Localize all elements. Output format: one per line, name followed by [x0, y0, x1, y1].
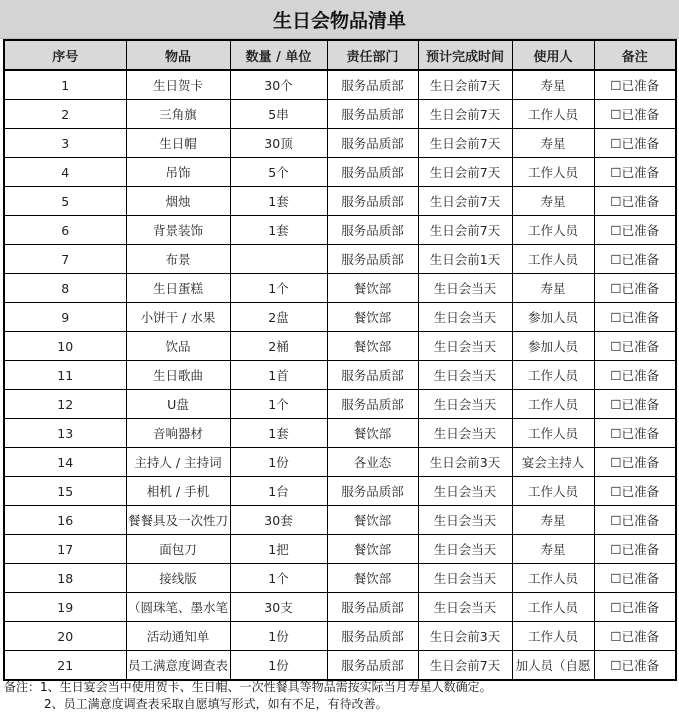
- cell-deadline[interactable]: 生日会前3天: [418, 622, 512, 651]
- cell-quantity[interactable]: 1个: [230, 390, 327, 419]
- cell-user[interactable]: 工作人员: [512, 216, 594, 245]
- cell-user[interactable]: 工作人员: [512, 419, 594, 448]
- sheet-title: 生日会物品清单: [0, 0, 679, 39]
- table-row: [4, 564, 676, 593]
- cell-item[interactable]: 三角旗: [126, 100, 230, 129]
- cell-item[interactable]: 员工满意度调查表: [126, 651, 230, 681]
- cell-index[interactable]: 19: [4, 593, 126, 622]
- cell-user[interactable]: 工作人员: [512, 622, 594, 651]
- cell-department[interactable]: 服务品质部: [327, 651, 418, 681]
- cell-deadline[interactable]: 生日会前1天: [418, 245, 512, 274]
- cell-remark[interactable]: ☐已准备: [594, 129, 676, 158]
- table-row: [4, 70, 676, 100]
- cell-department[interactable]: 餐饮部: [327, 303, 418, 332]
- cell-quantity[interactable]: 1把: [230, 535, 327, 564]
- cell-department[interactable]: 服务品质部: [327, 129, 418, 158]
- cell-remark[interactable]: ☐已准备: [594, 390, 676, 419]
- cell-user[interactable]: 寿星: [512, 70, 594, 100]
- cell-deadline[interactable]: 生日会当天: [418, 332, 512, 361]
- cell-remark[interactable]: ☐已准备: [594, 361, 676, 390]
- cell-remark[interactable]: ☐已准备: [594, 448, 676, 477]
- cell-user[interactable]: 工作人员: [512, 564, 594, 593]
- table-row: [4, 448, 676, 477]
- table-row: [4, 419, 676, 448]
- cell-user[interactable]: 参加人员: [512, 332, 594, 361]
- cell-remark[interactable]: ☐已准备: [594, 216, 676, 245]
- header-deadline: 预计完成时间: [418, 40, 512, 70]
- cell-deadline[interactable]: 生日会当天: [418, 506, 512, 535]
- cell-user[interactable]: 工作人员: [512, 100, 594, 129]
- cell-user[interactable]: 工作人员: [512, 390, 594, 419]
- cell-remark[interactable]: ☐已准备: [594, 477, 676, 506]
- cell-deadline[interactable]: 生日会当天: [418, 390, 512, 419]
- table-row: [4, 622, 676, 651]
- cell-item[interactable]: （圆珠笔、墨水笔: [126, 593, 230, 622]
- cell-index[interactable]: 20: [4, 622, 126, 651]
- cell-department[interactable]: 服务品质部: [327, 245, 418, 274]
- cell-index[interactable]: 9: [4, 303, 126, 332]
- cell-quantity[interactable]: 5串: [230, 100, 327, 129]
- cell-user[interactable]: 工作人员: [512, 477, 594, 506]
- table-row: [4, 332, 676, 361]
- cell-remark[interactable]: ☐已准备: [594, 419, 676, 448]
- table-row: [4, 158, 676, 187]
- table-row: [4, 506, 676, 535]
- table-row: [4, 100, 676, 129]
- cell-quantity[interactable]: 1份: [230, 622, 327, 651]
- cell-user[interactable]: 工作人员: [512, 245, 594, 274]
- notes: [4, 679, 492, 713]
- cell-user[interactable]: 工作人员: [512, 158, 594, 187]
- cell-remark[interactable]: ☐已准备: [594, 622, 676, 651]
- cell-item[interactable]: 接线版: [126, 564, 230, 593]
- cell-index[interactable]: 1: [4, 70, 126, 100]
- cell-quantity[interactable]: 30顶: [230, 129, 327, 158]
- cell-item[interactable]: 面包刀: [126, 535, 230, 564]
- cell-department[interactable]: 服务品质部: [327, 70, 418, 100]
- header-user: 使用人: [512, 40, 594, 70]
- cell-index[interactable]: 17: [4, 535, 126, 564]
- cell-user[interactable]: 寿星: [512, 506, 594, 535]
- cell-department[interactable]: 餐饮部: [327, 506, 418, 535]
- cell-department[interactable]: 服务品质部: [327, 100, 418, 129]
- cell-item[interactable]: 生日帽: [126, 129, 230, 158]
- cell-index[interactable]: 14: [4, 448, 126, 477]
- cell-item[interactable]: 活动通知单: [126, 622, 230, 651]
- cell-department[interactable]: 餐饮部: [327, 332, 418, 361]
- cell-department[interactable]: 餐饮部: [327, 564, 418, 593]
- cell-deadline[interactable]: 生日会前7天: [418, 100, 512, 129]
- cell-department[interactable]: 餐饮部: [327, 535, 418, 564]
- table-row: [4, 245, 676, 274]
- cell-department[interactable]: 服务品质部: [327, 187, 418, 216]
- cell-quantity[interactable]: 1套: [230, 187, 327, 216]
- cell-item[interactable]: 生日贺卡: [126, 70, 230, 100]
- cell-deadline[interactable]: 生日会前7天: [418, 187, 512, 216]
- note-1: 备注：1、生日宴会当中使用贺卡、生日帽、一次性餐具等物品需按实际当月寿星人数确定。: [4, 680, 492, 694]
- header-quantity: 数量 / 单位: [230, 40, 327, 70]
- cell-department[interactable]: 服务品质部: [327, 477, 418, 506]
- cell-user[interactable]: 寿星: [512, 129, 594, 158]
- cell-item[interactable]: 生日歌曲: [126, 361, 230, 390]
- cell-index[interactable]: 6: [4, 216, 126, 245]
- cell-remark[interactable]: ☐已准备: [594, 100, 676, 129]
- cell-index[interactable]: 2: [4, 100, 126, 129]
- cell-index[interactable]: 21: [4, 651, 126, 681]
- cell-index[interactable]: 4: [4, 158, 126, 187]
- cell-item[interactable]: 生日蛋糕: [126, 274, 230, 303]
- cell-index[interactable]: 16: [4, 506, 126, 535]
- cell-deadline[interactable]: 生日会当天: [418, 535, 512, 564]
- cell-user[interactable]: 宴会主持人: [512, 448, 594, 477]
- cell-quantity[interactable]: 30支: [230, 593, 327, 622]
- cell-deadline[interactable]: 生日会前7天: [418, 158, 512, 187]
- cell-deadline[interactable]: 生日会当天: [418, 361, 512, 390]
- table-row: [4, 274, 676, 303]
- cell-deadline[interactable]: 生日会当天: [418, 274, 512, 303]
- cell-department[interactable]: 餐饮部: [327, 419, 418, 448]
- header-department: 责任部门: [327, 40, 418, 70]
- header-remark: 备注: [594, 40, 676, 70]
- cell-item[interactable]: 烟烛: [126, 187, 230, 216]
- table-row: [4, 303, 676, 332]
- cell-item[interactable]: 餐餐具及一次性刀: [126, 506, 230, 535]
- cell-quantity[interactable]: 1套: [230, 216, 327, 245]
- table-row: [4, 477, 676, 506]
- cell-remark[interactable]: ☐已准备: [594, 70, 676, 100]
- cell-remark[interactable]: ☐已准备: [594, 332, 676, 361]
- cell-deadline[interactable]: 生日会前7天: [418, 216, 512, 245]
- table-row: [4, 216, 676, 245]
- cell-department[interactable]: 服务品质部: [327, 216, 418, 245]
- cell-remark[interactable]: ☐已准备: [594, 564, 676, 593]
- cell-quantity[interactable]: 1个: [230, 564, 327, 593]
- cell-remark[interactable]: ☐已准备: [594, 187, 676, 216]
- cell-deadline[interactable]: 生日会当天: [418, 477, 512, 506]
- cell-department[interactable]: 餐饮部: [327, 274, 418, 303]
- cell-item[interactable]: 饮品: [126, 332, 230, 361]
- cell-item[interactable]: 相机 / 手机: [126, 477, 230, 506]
- table-row: [4, 651, 676, 681]
- cell-index[interactable]: 15: [4, 477, 126, 506]
- cell-user[interactable]: 参加人员: [512, 303, 594, 332]
- cell-index[interactable]: 12: [4, 390, 126, 419]
- cell-quantity[interactable]: 30套: [230, 506, 327, 535]
- cell-deadline[interactable]: 生日会当天: [418, 419, 512, 448]
- cell-item[interactable]: 背景装饰: [126, 216, 230, 245]
- cell-item[interactable]: 小饼干 / 水果: [126, 303, 230, 332]
- cell-deadline[interactable]: 生日会前7天: [418, 651, 512, 681]
- cell-remark[interactable]: ☐已准备: [594, 506, 676, 535]
- cell-deadline[interactable]: 生日会当天: [418, 303, 512, 332]
- cell-remark[interactable]: ☐已准备: [594, 593, 676, 622]
- cell-deadline[interactable]: 生日会当天: [418, 593, 512, 622]
- cell-item[interactable]: U盘: [126, 390, 230, 419]
- cell-department[interactable]: 服务品质部: [327, 158, 418, 187]
- cell-user[interactable]: 寿星: [512, 274, 594, 303]
- cell-department[interactable]: 各业态: [327, 448, 418, 477]
- header-row: [4, 40, 676, 70]
- cell-item[interactable]: 主持人 / 主持词: [126, 448, 230, 477]
- table-row: [4, 361, 676, 390]
- cell-quantity[interactable]: 1个: [230, 274, 327, 303]
- cell-deadline[interactable]: 生日会前7天: [418, 129, 512, 158]
- cell-index[interactable]: 3: [4, 129, 126, 158]
- cell-quantity[interactable]: [230, 245, 327, 274]
- cell-quantity[interactable]: 1首: [230, 361, 327, 390]
- cell-remark[interactable]: ☐已准备: [594, 535, 676, 564]
- header-index: 序号: [4, 40, 126, 70]
- cell-index[interactable]: 18: [4, 564, 126, 593]
- cell-quantity[interactable]: 5个: [230, 158, 327, 187]
- cell-item[interactable]: 布景: [126, 245, 230, 274]
- cell-quantity[interactable]: 1台: [230, 477, 327, 506]
- cell-index[interactable]: 7: [4, 245, 126, 274]
- table-row: [4, 593, 676, 622]
- cell-remark[interactable]: ☐已准备: [594, 274, 676, 303]
- cell-index[interactable]: 5: [4, 187, 126, 216]
- cell-user[interactable]: 寿星: [512, 535, 594, 564]
- header-item: 物品: [126, 40, 230, 70]
- cell-deadline[interactable]: 生日会当天: [418, 564, 512, 593]
- cell-quantity[interactable]: 2桶: [230, 332, 327, 361]
- items-table: [3, 39, 677, 681]
- cell-deadline[interactable]: 生日会前7天: [418, 70, 512, 100]
- cell-remark[interactable]: ☐已准备: [594, 158, 676, 187]
- cell-user[interactable]: 工作人员: [512, 361, 594, 390]
- cell-remark[interactable]: ☐已准备: [594, 245, 676, 274]
- cell-item[interactable]: 音响器材: [126, 419, 230, 448]
- table-row: [4, 535, 676, 564]
- cell-quantity[interactable]: 30个: [230, 70, 327, 100]
- cell-remark[interactable]: ☐已准备: [594, 651, 676, 681]
- cell-quantity[interactable]: 1份: [230, 651, 327, 681]
- cell-deadline[interactable]: 生日会前3天: [418, 448, 512, 477]
- cell-user[interactable]: 加人员（自愿: [512, 651, 594, 681]
- cell-index[interactable]: 11: [4, 361, 126, 390]
- cell-quantity[interactable]: 1份: [230, 448, 327, 477]
- cell-quantity[interactable]: 2盘: [230, 303, 327, 332]
- cell-user[interactable]: 寿星: [512, 187, 594, 216]
- cell-department[interactable]: 服务品质部: [327, 361, 418, 390]
- table-row: [4, 129, 676, 158]
- cell-user[interactable]: 工作人员: [512, 593, 594, 622]
- cell-department[interactable]: 服务品质部: [327, 622, 418, 651]
- cell-quantity[interactable]: 1套: [230, 419, 327, 448]
- cell-remark[interactable]: ☐已准备: [594, 303, 676, 332]
- table-row: [4, 187, 676, 216]
- note-2: 2、员工满意度调查表采取自愿填写形式，如有不足，有待改善。: [44, 697, 388, 711]
- cell-department[interactable]: 服务品质部: [327, 390, 418, 419]
- cell-index[interactable]: 8: [4, 274, 126, 303]
- cell-department[interactable]: 服务品质部: [327, 593, 418, 622]
- cell-index[interactable]: 10: [4, 332, 126, 361]
- table-row: [4, 390, 676, 419]
- cell-index[interactable]: 13: [4, 419, 126, 448]
- cell-item[interactable]: 吊饰: [126, 158, 230, 187]
